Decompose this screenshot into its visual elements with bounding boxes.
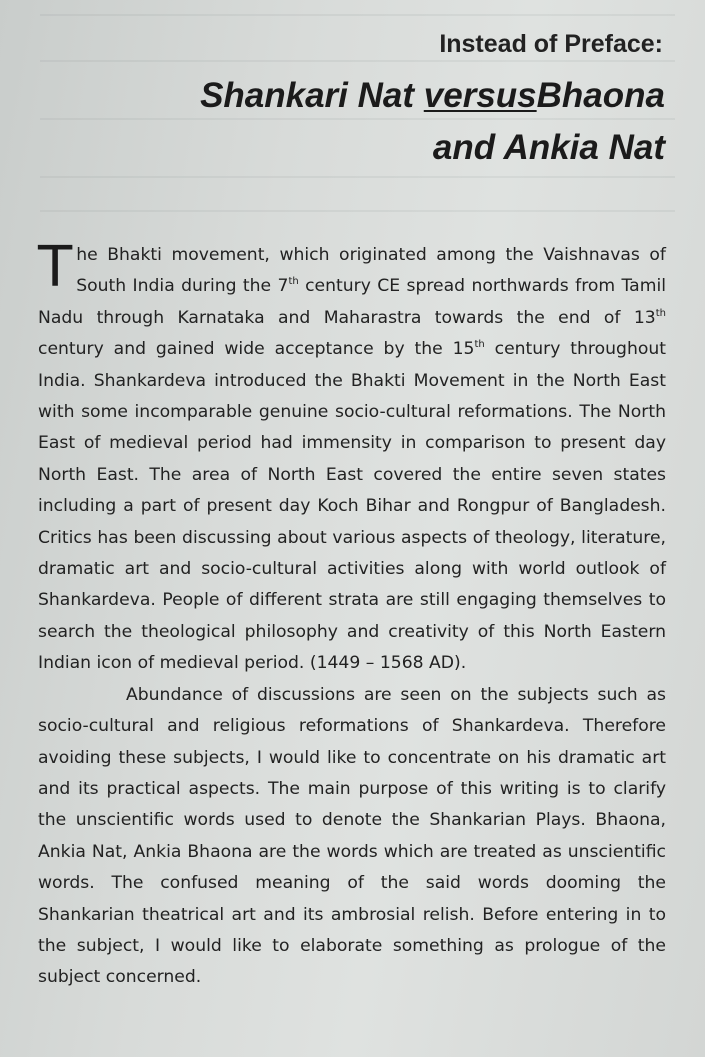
paragraph-1-text: century throughout India. Shankardeva introduced the Bhakti Movement in the North East with some incomparable genuine socio-cultural reformations. The North East of medieval period had immensity in comparison to present day North East. The area of North East covered the entire seven states including a part of present day Koch Bihar and Rongpur of Bangladesh. Critics has been discussing about various aspects of theology, literature, dramatic art and socio-cultural activities along with world outlook of Shankardeva. People of different strata are still engaging themselves to search the theological philosophy and creativity of this North Eastern Indian icon of medieval period. (1449 – 1568 AD).	[38, 339, 666, 674]
bleed-through-line	[40, 176, 675, 178]
paragraph-1-text: he Bhakti movement, which originated among the Vaishnavas of South India during the 7	[76, 245, 666, 297]
paragraph-1-text: century CE spread northwards from Tamil Nadu through Karnataka and Maharastra towards the end of 13	[38, 276, 666, 328]
drop-cap: T	[38, 235, 73, 300]
preface-label: Instead of Preface:	[439, 30, 663, 58]
ordinal-superscript: th	[655, 307, 666, 319]
bleed-through-line	[40, 14, 675, 16]
title-versus: versus	[423, 76, 537, 115]
paragraph-2: Abundance of discussions are seen on the subjects such as socio-cultural and religious reformations of Shankardeva. Therefore avoiding these subjects, I would like to concentrate on his dramatic art and its practical aspects. The main purpose of this writing is to clarify the unscientific words used to denote the Shankarian Plays. Bhaona, Ankia Nat, Ankia Bhaona are the words which are treated as unscientific words. The confused meaning of the said words dooming the Shankarian theatrical art and its ambrosial relish. Before entering in to the subject, I would like to elaborate something as prologue of the subject concerned.	[38, 684, 666, 988]
body-text	[38, 235, 666, 994]
chapter-title-line-2: and Ankia Nat	[432, 128, 665, 167]
bleed-through-line	[40, 60, 675, 62]
title-part-1: Shankari Nat	[200, 76, 424, 115]
ordinal-superscript: th	[474, 339, 485, 351]
paragraph-1	[38, 235, 666, 680]
chapter-title-line-1	[200, 76, 665, 116]
paragraph-1-text: century and gained wide acceptance by the 15	[38, 339, 475, 360]
bleed-through-line	[40, 210, 675, 212]
title-part-2: Bhaona	[536, 76, 665, 115]
bleed-through-line	[40, 118, 675, 120]
ordinal-superscript: th	[288, 276, 299, 288]
